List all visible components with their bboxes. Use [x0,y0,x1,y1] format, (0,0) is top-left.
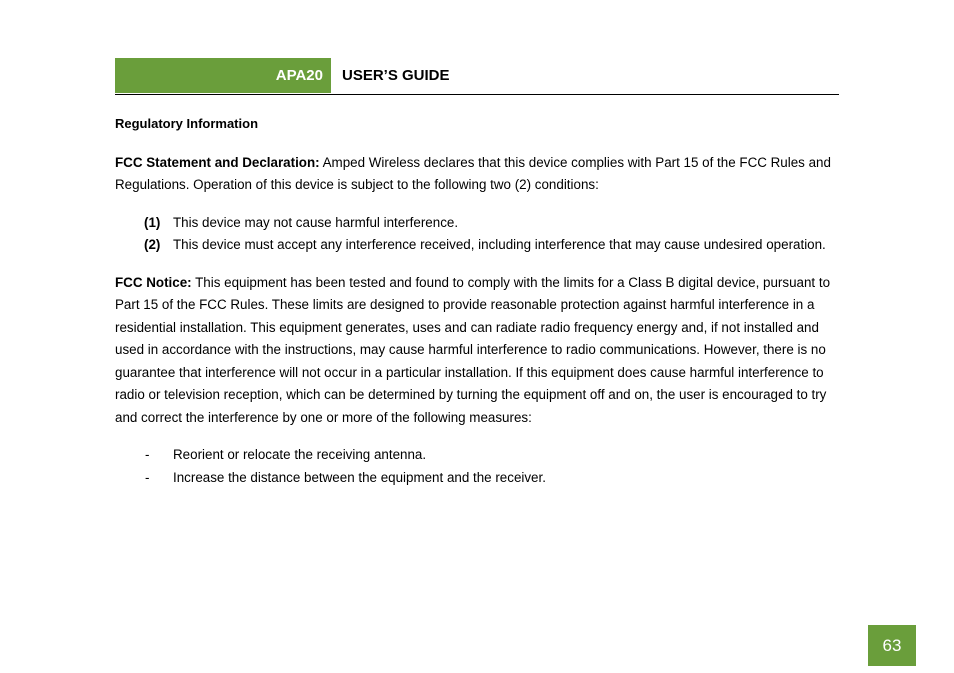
measures-list [115,444,831,489]
fcc-notice-text: This equipment has been tested and found to comply with the limits for a Class B digital device, pursuant to Part 15 of the FCC Rules. These limits are designed to provide reasonable protection against harmful interference in a residential installation. This equipment generates, uses and can radiate radio frequency energy and, if not installed and used in accordance with the instructions, may cause harmful interference to radio communications. However, there is no guarantee that interference will not occur in a particular installation. If this equipment does cause harmful interference to radio or television reception, which can be determined by turning the equipment off and on, the user is encouraged to try and correct the interference by one or more of the following measures: [115,274,831,425]
document-body [115,113,831,489]
page-header [115,58,839,95]
condition-text: This device may not cause harmful interference. [173,214,459,230]
list-item [115,234,831,257]
condition-number: (1) [144,214,161,230]
fcc-statement-lead: FCC Statement and Declaration: [115,154,320,170]
product-badge: APA20 [115,58,331,93]
dash-bullet: - [145,447,150,462]
conditions-list [115,212,831,257]
measure-text: Reorient or relocate the receiving antenna. [173,447,427,462]
measure-text: Increase the distance between the equipment and the receiver. [173,469,546,485]
fcc-statement-text: Amped Wireless declares that this device complies with Part 15 of the FCC Rules and Regulations. Operation of this device is subject to the following two (2) conditions: [115,154,831,192]
list-item [115,467,831,490]
guide-title: USER’S GUIDE [342,67,450,84]
fcc-notice-paragraph [115,272,831,430]
list-item [115,444,831,467]
condition-number: (2) [144,237,161,252]
fcc-notice-lead: FCC Notice: [115,274,192,290]
fcc-statement-paragraph [115,152,831,197]
section-title: Regulatory Information [115,116,259,131]
dash-bullet: - [145,469,150,485]
condition-text: This device must accept any interference received, including interference that may cause undesired operation. [173,237,826,252]
page-number: 63 [868,625,916,666]
list-item [115,212,831,235]
